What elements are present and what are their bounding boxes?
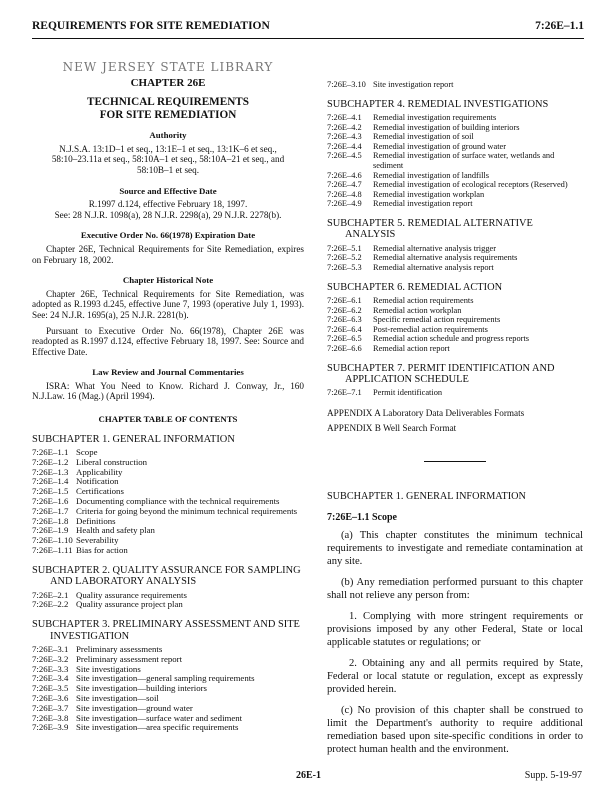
toc-section-number: 7:26E–6.4: [327, 324, 362, 334]
toc-entry: [327, 334, 583, 344]
toc-section-number: 7:26E–4.1: [327, 113, 362, 122]
appendix-a: APPENDIX A Laboratory Data Deliverables Formats: [327, 407, 525, 418]
toc-section-number: 7:26E–5.3: [327, 262, 362, 272]
toc-entry: [32, 536, 304, 546]
toc-section-number: 7:26E–1.1: [32, 447, 69, 458]
toc-entry: [32, 468, 304, 478]
law-review-heading: Law Review and Journal Commentaries: [92, 367, 244, 378]
toc-section-title: Applicability: [76, 466, 123, 477]
toc-entry: [327, 315, 583, 325]
toc-section-title: Remedial investigation report: [373, 199, 473, 209]
toc-subchapter-title: SUBCHAPTER 3. PRELIMINARY ASSESSMENT AND SITE INVESTIGATION: [32, 619, 300, 642]
toc-section-title: Permit identification: [373, 388, 443, 398]
toc-section-number: 7:26E–4.5: [327, 151, 362, 161]
toc-section-title: Bias for action: [76, 545, 128, 556]
toc-entry: [327, 253, 583, 263]
toc-section-number: 7:26E–1.3: [32, 466, 69, 477]
toc-section-number: 7:26E–3.1: [32, 644, 69, 655]
toc-subchapter-title: SUBCHAPTER 2. QUALITY ASSURANCE FOR SAMPLING AND LABORATORY ANALYSIS: [32, 564, 301, 588]
toc-section-title: Notification: [76, 476, 119, 487]
toc-section-number: 7:26E–4.8: [327, 189, 362, 199]
toc-section-number: 7:26E–1.5: [32, 486, 69, 497]
toc-section-title: Documenting compliance with the technical requirements: [76, 496, 280, 507]
toc-section-title: Site investigation—building interiors: [76, 683, 207, 694]
toc-section-title: Certifications: [76, 486, 124, 497]
body-subchapter-title: SUBCHAPTER 1. GENERAL INFORMATION: [327, 491, 526, 503]
supplement-date: Supp. 5-19-97: [524, 770, 582, 781]
toc-section-number: 7:26E–4.2: [327, 122, 362, 132]
authority-text: N.J.S.A. 13:1D–1 et seq., 13:1E–1 et seq., 13:1K–6 et seq., 58:10–23.11a et seq., 58:10A–1 et seq., 58:10A–21 et seq., and 58:10B–1 et seq.: [51, 143, 285, 175]
appendices: [327, 408, 583, 433]
header-section: 7:26E–1.1: [535, 20, 584, 32]
toc-entry: [32, 517, 304, 527]
toc-section-number: 7:26E–2.1: [32, 589, 69, 600]
page-number: 26E-1: [296, 770, 321, 781]
paragraph-a: (a) This chapter constitutes the minimum technical requirements to investigate and remediate contamination at any site.: [327, 530, 583, 568]
toc-section-title: Quality assurance requirements: [76, 589, 187, 600]
toc-section-number: 7:26E–6.2: [327, 305, 362, 315]
toc-entry: [327, 180, 583, 190]
toc-section-title: Remedial action report: [373, 343, 450, 353]
authority-heading: Authority: [149, 130, 187, 141]
toc-section-number: 7:26E–3.7: [32, 702, 69, 713]
toc-entry: [327, 199, 583, 209]
toc-entry: [327, 296, 583, 306]
toc-entry: [32, 684, 304, 694]
toc-entry: [32, 655, 304, 665]
toc-section-number: 7:26E–3.5: [32, 683, 69, 694]
toc-entry: [327, 113, 583, 123]
toc-section-number: 7:26E–3.8: [32, 712, 69, 723]
toc-section-title: Health and safety plan: [76, 525, 155, 536]
toc-section-title: Remedial investigation of building interiors: [373, 122, 520, 132]
toc-section-title: Remedial investigation of surface water, wetlands and sediment: [373, 151, 555, 170]
toc-section-title: Site investigations: [76, 663, 141, 674]
toc-entry: [32, 600, 304, 610]
toc-entry: [327, 142, 583, 152]
toc-section-number: 7:26E–3.9: [32, 722, 69, 733]
toc-heading: CHAPTER TABLE OF CONTENTS: [98, 414, 238, 425]
toc-section-number: 7:26E–1.9: [32, 525, 69, 536]
section-divider: [424, 461, 486, 462]
toc-right: [327, 99, 583, 398]
toc-section-title: Remedial investigation of landfills: [373, 170, 490, 180]
toc-section-title: Definitions: [76, 515, 116, 526]
toc-section-title: Quality assurance project plan: [76, 599, 183, 610]
toc-section-title: Remedial investigation workplan: [373, 189, 485, 199]
toc-entry: [32, 477, 304, 487]
toc-section-title: Remedial investigation of ground water: [373, 141, 507, 151]
toc-section-title: Site investigation—general sampling requirements: [76, 673, 255, 684]
toc-section-number: 7:26E–3.6: [32, 693, 69, 704]
toc-section-number: 7:26E–4.7: [327, 180, 362, 190]
toc-section-title: Post-remedial action requirements: [373, 324, 488, 334]
toc-entry: [327, 151, 583, 170]
toc-entry: [32, 448, 304, 458]
toc-section-number: 7:26E–6.5: [327, 334, 362, 344]
chapter-label: CHAPTER 26E: [130, 76, 206, 89]
toc-section-title: Remedial alternative analysis trigger: [373, 243, 497, 253]
source-line2: See: 28 N.J.R. 1098(a), 28 N.J.R. 2298(a), 29 N.J.R. 2278(b).: [54, 209, 282, 220]
toc-section-title: Preliminary assessments: [76, 644, 163, 655]
toc-section-number: 7:26E–5.2: [327, 253, 362, 263]
toc-entry: [32, 458, 304, 468]
law-review-text: ISRA: What You Need to Know. Richard J. Conway, Jr., 160 N.J.Law. 16 (Mag.) (April 1994).: [32, 380, 304, 402]
toc-section-number: 7:26E–1.11: [32, 545, 73, 556]
toc-section-number: 7:26E–6.6: [327, 343, 362, 353]
toc-section-title: Remedial action schedule and progress reports: [373, 334, 530, 344]
toc-section-number: 7:26E–1.4: [32, 476, 69, 487]
right-column: [327, 52, 583, 764]
toc-entry: [32, 507, 304, 517]
toc-section-number: 7:26E–1.8: [32, 515, 69, 526]
toc-subchapter-title: SUBCHAPTER 7. PERMIT IDENTIFICATION AND APPLICATION SCHEDULE: [327, 362, 555, 385]
toc-section-number: 7:26E–2.2: [32, 599, 69, 610]
history-paragraph-1: Chapter 26E, Technical Requirements for Site Remediation, was adopted as R.1993 d.245, effective June 7, 1993 (operative July 1, 1993). See: 24 N.J.R. 1695(a), 25 N.J.R. 2281(b).: [32, 288, 304, 320]
toc-section-number: 7:26E–6.3: [327, 315, 362, 325]
toc-section-title: Remedial investigation of soil: [373, 132, 474, 142]
toc-entry: [327, 263, 583, 273]
toc-section-title: Specific remedial action requirements: [373, 315, 501, 325]
history-heading: Chapter Historical Note: [122, 275, 214, 286]
toc-subchapter-title: SUBCHAPTER 4. REMEDIAL INVESTIGATIONS: [327, 98, 549, 110]
toc-entry: [327, 190, 583, 200]
history-paragraph-2: Pursuant to Executive Order No. 66(1978), Chapter 26E was readopted as R.1997 d.124, effective February 18, 1997. See: Source and Effective Date.: [32, 325, 304, 357]
toc-section-title: Remedial action requirements: [373, 295, 474, 305]
left-column: [32, 52, 304, 733]
toc-section-number: 7:26E–5.1: [327, 243, 362, 253]
toc-entry: 7:26E–3.10 Site investigation report: [327, 80, 454, 89]
toc-section-number: 7:26E–1.2: [32, 456, 69, 467]
toc-section-title: Site investigation—surface water and sediment: [76, 712, 243, 723]
paragraph-c: (c) No provision of this chapter shall be construed to limit the Department's authority to require additional remediation based upon site-specific conditions in order to protect human health and the environment.: [327, 705, 583, 756]
source-line1: R.1997 d.124, effective February 18, 1997.: [88, 199, 248, 210]
toc-section-number: 7:26E–4.6: [327, 170, 362, 180]
paragraph-b2: 2. Obtaining any and all permits required by State, Federal or local statute or regulation, except as expressly provided herein.: [327, 658, 583, 696]
toc-subchapter-title: SUBCHAPTER 5. REMEDIAL ALTERNATIVE ANALYSIS: [327, 217, 533, 241]
toc-left: [32, 434, 304, 734]
toc-entry: [327, 388, 583, 398]
toc-section-number: 7:26E–4.4: [327, 141, 362, 151]
toc-entry: [327, 123, 583, 133]
toc-subchapter-title: SUBCHAPTER 1. GENERAL INFORMATION: [32, 433, 235, 445]
toc-section-title: Site investigation—area specific requirements: [76, 722, 239, 733]
toc-section-title: Severability: [76, 535, 119, 546]
library-stamp: NEW JERSEY STATE LIBRARY: [62, 60, 274, 74]
toc-entry: [327, 171, 583, 181]
toc-section-title: Liberal construction: [76, 456, 148, 467]
source-heading: Source and Effective Date: [119, 185, 217, 196]
toc-entry: [327, 306, 583, 316]
toc-section-number: 7:26E–4.3: [327, 132, 362, 142]
header-title: REQUIREMENTS FOR SITE REMEDIATION: [32, 20, 270, 32]
toc-section-number: 7:26E–1.7: [32, 505, 69, 516]
section-heading: 7:26E–1.1 Scope: [327, 511, 397, 523]
running-header: [32, 18, 584, 39]
toc-section-number: 7:26E–7.1: [327, 388, 362, 398]
toc-section-title: Remedial investigation requirements: [373, 113, 497, 122]
toc-section-title: Scope: [76, 447, 98, 458]
toc-section-number: 7:26E–1.6: [32, 496, 69, 507]
toc-section-number: 7:26E–3.2: [32, 653, 69, 664]
toc-entry: [327, 132, 583, 142]
toc-section-number: 7:26E–3.3: [32, 663, 69, 674]
executive-heading: Executive Order No. 66(1978) Expiration Date: [80, 230, 256, 241]
executive-text: Chapter 26E, Technical Requirements for Site Remediation, expires on February 18, 2002.: [32, 243, 304, 265]
toc-entry: [32, 723, 304, 733]
toc-section-title: Criteria for going beyond the minimum technical requirements: [76, 505, 298, 516]
toc-section-title: Remedial alternative analysis requirements: [373, 253, 518, 263]
paragraph-b1: 1. Complying with more stringent requirements or provisions imposed by any other Federal, State or local applicable statutes or regulations; or: [327, 611, 583, 649]
toc-section-number: 7:26E–3.4: [32, 673, 69, 684]
appendix-b: APPENDIX B Well Search Format: [327, 422, 457, 433]
toc-section-title: Preliminary assessment report: [76, 653, 183, 664]
chapter-title: TECHNICAL REQUIREMENTS FOR SITE REMEDIATION: [87, 96, 249, 121]
toc-entry: [327, 344, 583, 354]
toc-section-number: 7:26E–4.9: [327, 199, 362, 209]
toc-section-title: Remedial action workplan: [373, 305, 462, 315]
toc-section-number: 7:26E–6.1: [327, 295, 362, 305]
toc-section-title: Remedial alternative analysis report: [373, 262, 494, 272]
toc-section-number: 7:26E–1.10: [32, 535, 73, 546]
toc-section-title: Remedial investigation of ecological receptors (Reserved): [373, 180, 568, 190]
toc-entry: [327, 325, 583, 335]
toc-section-title: Site investigation—soil: [76, 693, 159, 704]
toc-subchapter-title: SUBCHAPTER 6. REMEDIAL ACTION: [327, 281, 503, 293]
toc-entry: [327, 244, 583, 254]
toc-section-title: Site investigation—ground water: [76, 702, 193, 713]
paragraph-b: (b) Any remediation performed pursuant to this chapter shall not relieve any person from:: [327, 577, 583, 602]
toc-entry: [32, 546, 304, 556]
